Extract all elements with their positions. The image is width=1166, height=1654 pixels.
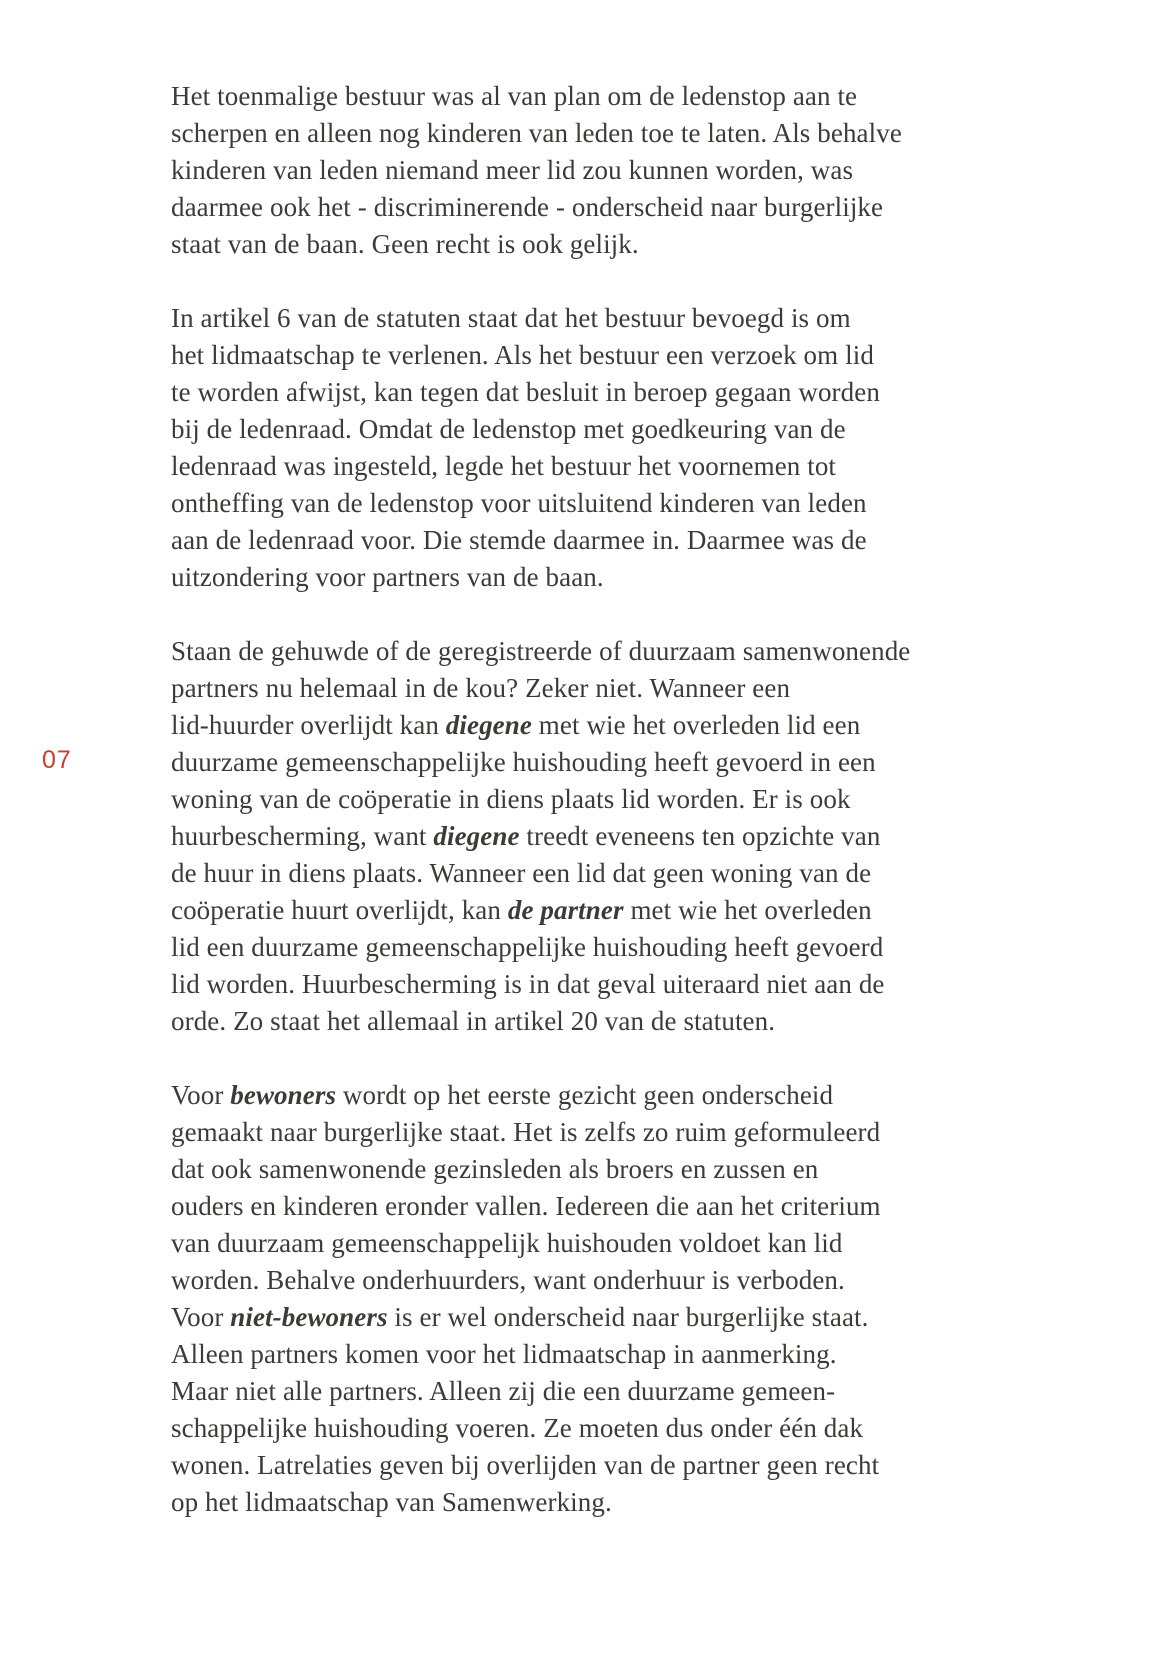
emphasized-term: diegene [433,821,520,851]
paragraph: Staan de gehuwde of de geregistreerde of duurzaam samenwonende partners nu helemaal in de kou? Zeker niet. Wanneer een lid-huurder overlijdt kan diegene met wie het overleden lid een duurzame gemeenschappelijke huishouding heeft gevoerd in een woning van de coöperatie in diens plaats lid worden. Er is ook huurbescherming, want diegene treedt eveneens ten opzichte van de huur in diens plaats. Wanneer een lid dat geen woning van de coöperatie huurt overlijdt, kan de partner met wie het overleden lid een duurzame gemeenschappelijke huishouding heeft gevoerd lid worden. Huurbescherming is in dat geval uiteraard niet aan de orde. Zo staat het allemaal in artikel 20 van de statuten. [171,636,911,1036]
article-body [171,78,1001,1521]
emphasized-term: de partner [507,895,624,925]
paragraph: In artikel 6 van de statuten staat dat het bestuur bevoegd is om het lidmaatschap te verlenen. Als het bestuur een verzoek om lid te worden afwijst, kan tegen dat besluit in beroep gegaan worden bij de ledenraad. Omdat de ledenstop met goedkeuring van de ledenraad was ingesteld, legde het bestuur het voornemen tot ontheffing van de ledenstop voor uitsluitend kinderen van leden aan de ledenraad voor. Die stemde daarmee in. Daarmee was de uitzondering voor partners van de baan. [171,303,880,592]
emphasized-term: bewoners [230,1080,337,1110]
emphasized-term: niet-bewoners [230,1302,388,1332]
emphasized-term: diegene [445,710,532,740]
paragraph: Voor bewoners wordt op het eerste gezicht geen onderscheid gemaakt naar burgerlijke staat. Het is zelfs zo ruim geformuleerd dat ook samenwonende gezinsleden als broers en zussen en ouders en kinderen eronder vallen. Iedereen die aan het criterium van duurzaam gemeenschappelijk huishouden voldoet kan lid worden. Behalve onderhuurders, want onderhuur is verboden. Voor niet-bewoners is er wel onderscheid naar burgerlijke staat. Alleen partners komen voor het lidmaatschap in aanmerking. Maar niet alle partners. Alleen zij die een duurzame gemeen- schappelijke huishouding voeren. Ze moeten dus onder één dak wonen. Latrelaties geven bij overlijden van de partner geen recht op het lidmaatschap van Samenwerking. [171,1080,881,1517]
page-number: 07 [42,746,72,774]
paragraph: Het toenmalige bestuur was al van plan om de ledenstop aan te scherpen en alleen nog kinderen van leden toe te laten. Als behalve kinderen van leden niemand meer lid zou kunnen worden, was daarmee ook het - discriminerende - onderscheid naar burgerlijke staat van de baan. Geen recht is ook gelijk. [171,81,902,259]
